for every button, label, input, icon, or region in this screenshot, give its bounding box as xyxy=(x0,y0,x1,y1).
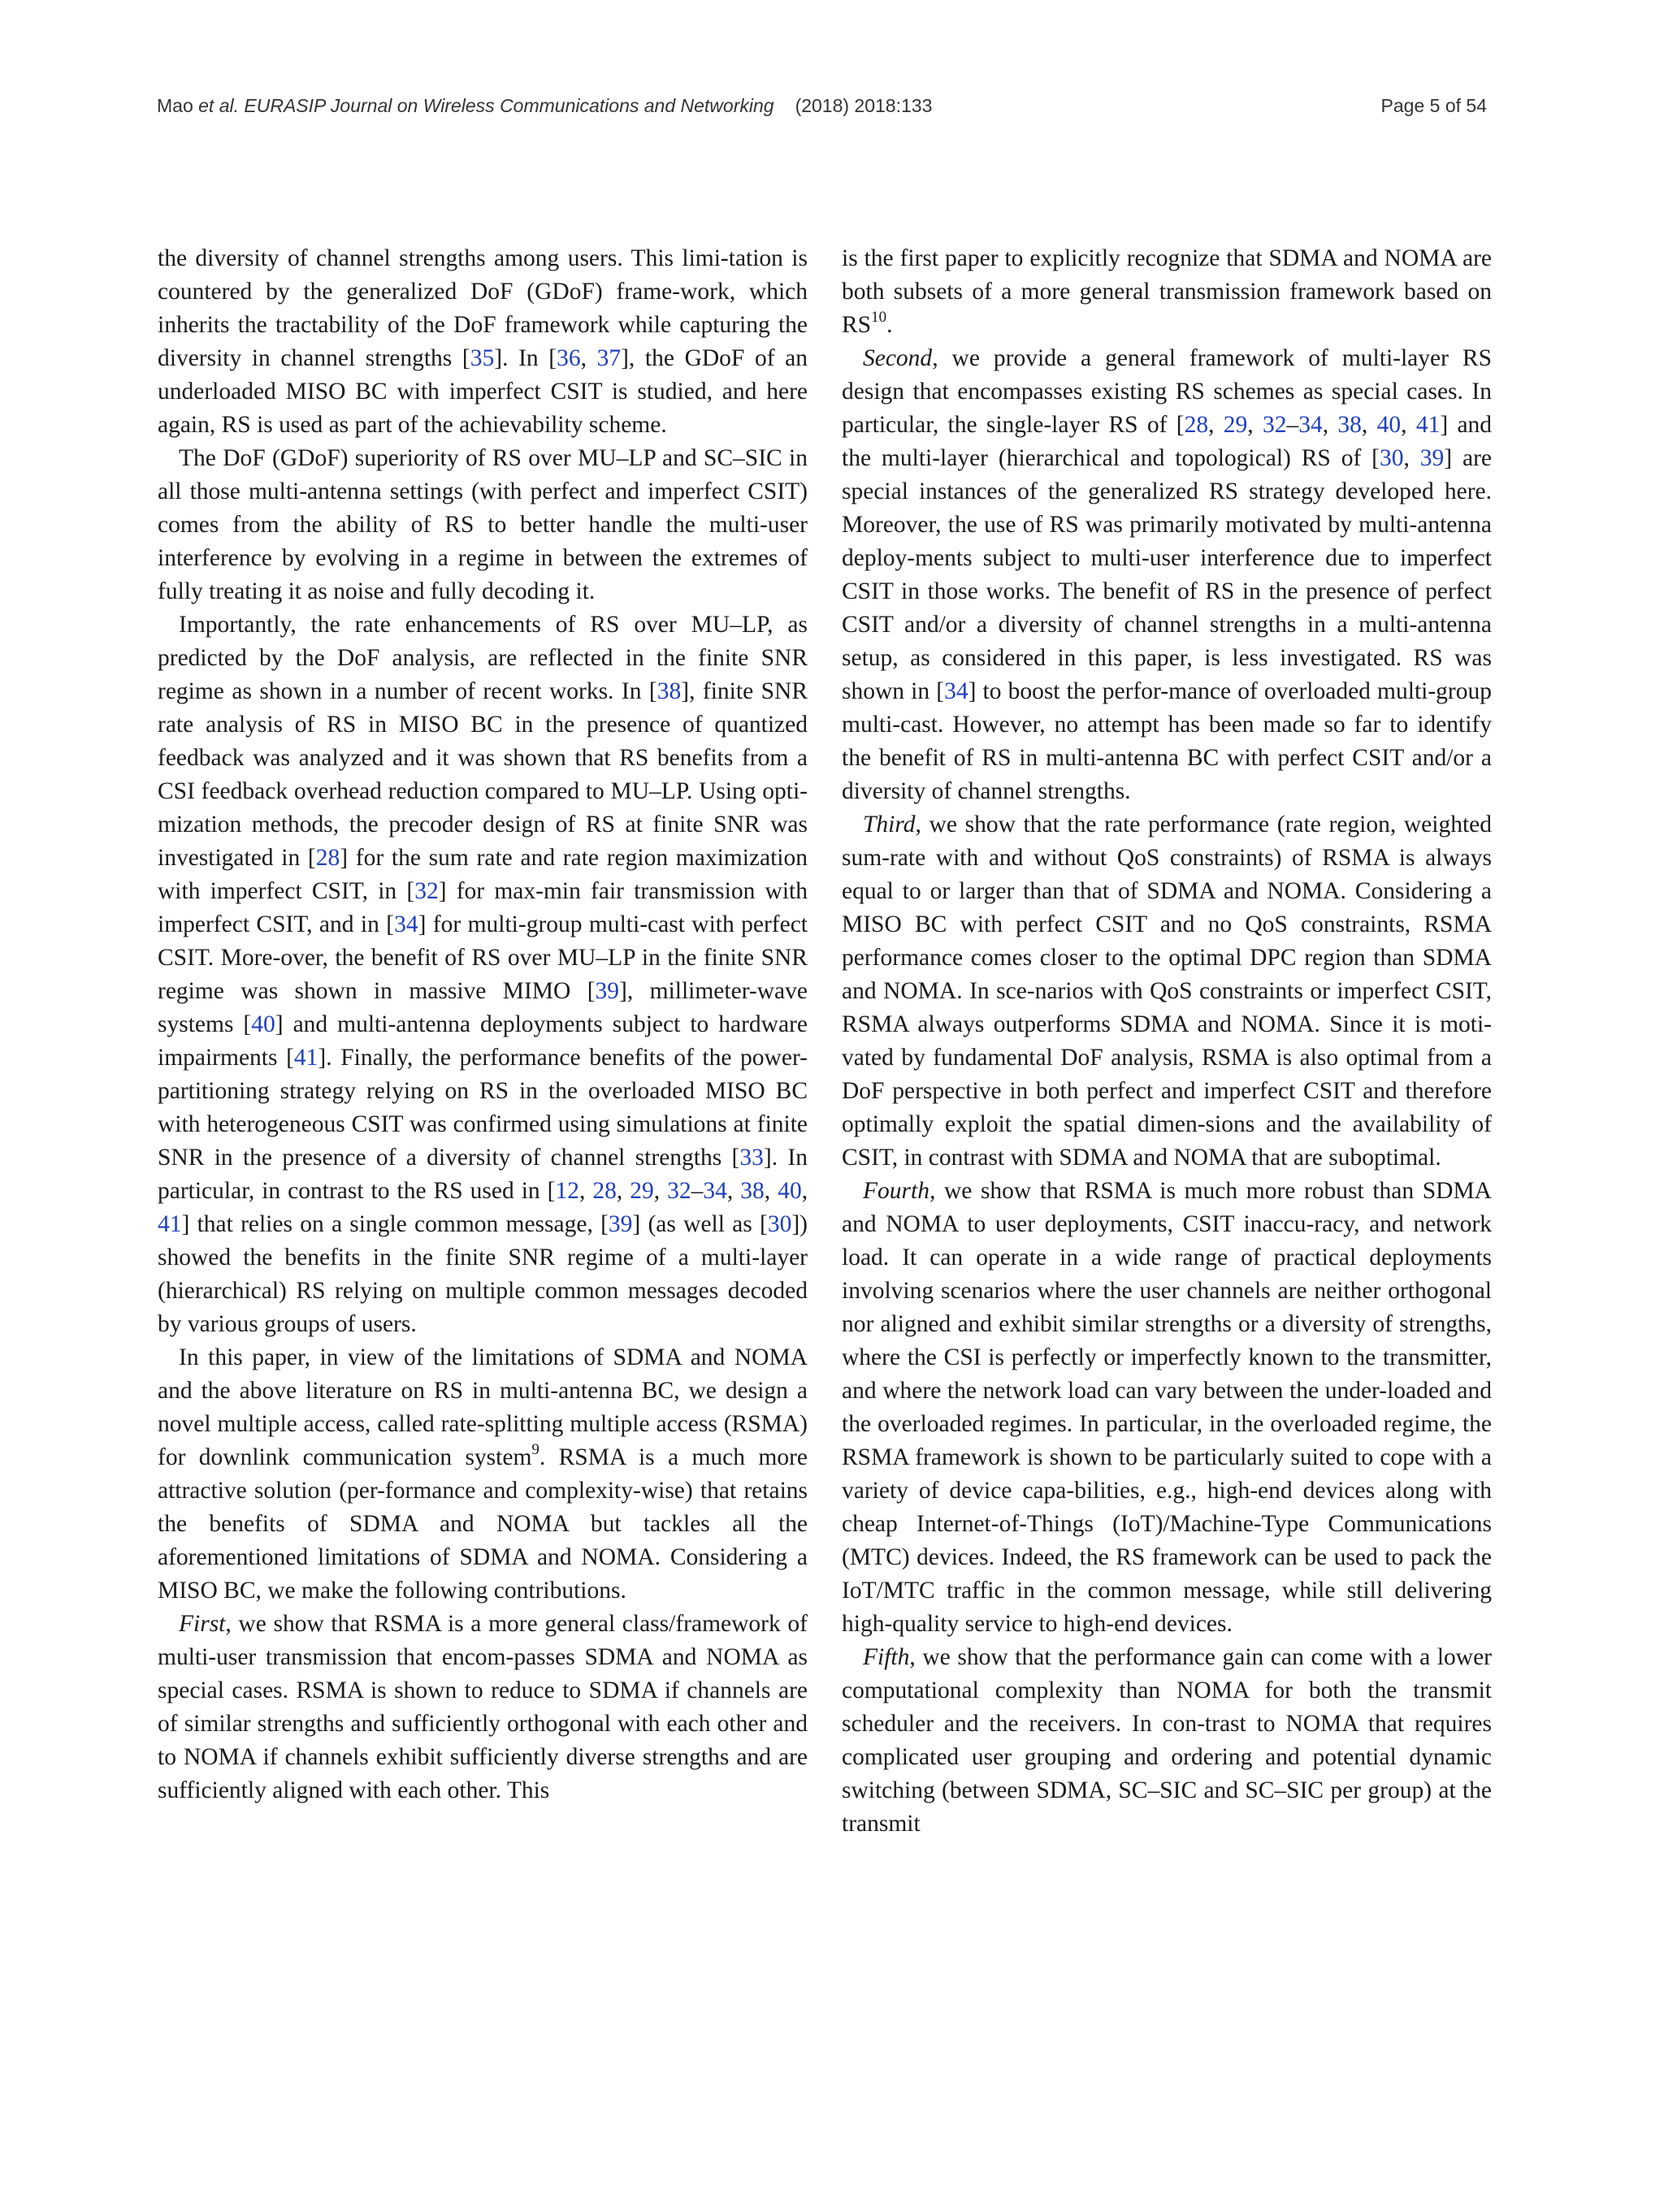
citation-link-41[interactable]: 41 xyxy=(158,1211,182,1237)
running-header xyxy=(157,92,1487,119)
citation-link-28[interactable]: 28 xyxy=(592,1178,617,1204)
header-citation: (2018) 2018:133 xyxy=(795,94,933,116)
right-column xyxy=(842,242,1492,1841)
citation-link-28[interactable]: 28 xyxy=(315,845,340,871)
paragraph-rate-enhancements: Importantly, the rate enhancements of RS over MU–LP, as predicted by the DoF analysis, are reflected in the finite SNR regime as shown in a number of recent works. In [38], finite SNR rate analysis of RS in MISO BC in the presence of quantized feedback was analyzed and it was shown that RS benefits from a CSI feedback overhead reduction compared to MU–LP. Using opti-mization methods, the precoder design of RS at finite SNR was investigated in [28] for the sum rate and rate region maximization with imperfect CSIT, in [32] for max-min fair transmission with imperfect CSIT, and in [34] for multi-group multi-cast with perfect CSIT. More-over, the benefit of RS over MU–LP in the finite SNR regime was shown in massive MIMO [39], millimeter-wave systems [40] and multi-antenna deployments subject to hardware impairments [41]. Finally, the performance benefits of the power-partitioning strategy relying on RS in the overloaded MISO BC with heterogeneous CSIT was confirmed using simulations at finite SNR in the presence of a diversity of channel strengths [33]. In particular, in contrast to the RS used in [12, 28, 29, 32–34, 38, 40, 41] that relies on a single common message, [39] (as well as [30]) showed the benefits in the finite SNR regime of a multi-layer (hierarchical) RS relying on multiple common messages decoded by various groups of users. xyxy=(158,612,808,1337)
citation-link-34[interactable]: 34 xyxy=(703,1178,727,1204)
left-column xyxy=(158,242,808,1807)
page-number: Page 5 of 54 xyxy=(1380,94,1487,116)
citation-link-40[interactable]: 40 xyxy=(251,1011,275,1037)
paragraph-third-contribution: Third, we show that the rate performance (rate region, weighted sum-rate with and without QoS constraints) of RSMA is always equal to or larger than that of SDMA and NOMA. Considering a MISO BC with perfect CSIT and no QoS constraints, RSMA performance comes closer to the optimal DPC region than SDMA and NOMA. In sce-narios with QoS constraints or imperfect CSIT, RSMA always outperforms SDMA and NOMA. Since it is moti-vated by fundamental DoF analysis, RSMA is also optimal from a DoF perspective in both perfect and imperfect CSIT and therefore optimally exploit the spatial dimen-sions and the availability of CSIT, in contrast with SDMA and NOMA that are suboptimal. xyxy=(842,812,1492,1171)
paragraph-first-contribution: First, we show that RSMA is a more general class/framework of multi-user transmission that encom-passes SDMA and NOMA as special cases. RSMA is shown to reduce to SDMA if channels are of similar strengths and sufficiently orthogonal with each other and to NOMA if channels exhibit sufficiently diverse strengths and are sufficiently aligned with each other. This xyxy=(158,1611,808,1803)
citation-link-33[interactable]: 33 xyxy=(739,1145,764,1171)
footnote-marker-9[interactable]: 9 xyxy=(531,1441,540,1459)
citation-link-34[interactable]: 34 xyxy=(1298,412,1323,438)
citation-link-35[interactable]: 35 xyxy=(470,345,495,371)
citation-link-34[interactable]: 34 xyxy=(944,678,968,704)
citation-link-41[interactable]: 41 xyxy=(293,1045,318,1071)
citation-link-32[interactable]: 32 xyxy=(414,878,439,904)
paragraph-dof-superiority: The DoF (GDoF) superiority of RS over MU–LP and SC–SIC in all those multi-antenna settings (with perfect and imperfect CSIT) comes from the ability of RS to better handle the multi-user interference by evolving in a regime in between the extremes of fully treating it as noise and fully decoding it. xyxy=(158,445,808,604)
citation-link-36[interactable]: 36 xyxy=(557,345,581,371)
citation-link-34[interactable]: 34 xyxy=(394,911,418,937)
citation-link-29[interactable]: 29 xyxy=(1223,412,1248,438)
citation-link-38[interactable]: 38 xyxy=(1337,412,1362,438)
citation-link-28[interactable]: 28 xyxy=(1184,412,1209,438)
paragraph-fifth-contribution: Fifth, we show that the performance gain can come with a lower computational complexity than NOMA for both the transmit scheduler and the receivers. In con-trast to NOMA that requires complicated user grouping and ordering and potential dynamic switching (between SDMA, SC–SIC and SC–SIC per group) at the transmit xyxy=(842,1644,1492,1837)
citation-link-38[interactable]: 38 xyxy=(740,1178,765,1204)
citation-link-40[interactable]: 40 xyxy=(778,1178,802,1204)
paragraph-second-contribution: Second, we provide a general framework of multi-layer RS design that encompasses existing RS schemes as special cases. In particular, the single-layer RS of [28, 29, 32–34, 38, 40, 41] and the multi-layer (hierarchical and topological) RS of [30, 39] are special instances of the generalized RS strategy developed here. Moreover, the use of RS was primarily motivated by multi-antenna deploy-ments subject to multi-user interference due to imperfect CSIT in those works. The benefit of RS in the presence of perfect CSIT and/or a diversity of channel strengths in a multi-antenna setup, as considered in this paper, is less investigated. RS was shown in [34] to boost the perfor-mance of overloaded multi-group multi-cast. However, no attempt has been made so far to identify the benefit of RS in multi-antenna BC with perfect CSIT and/or a diversity of channel strengths. xyxy=(842,345,1493,804)
paragraph-this-paper: In this paper, in view of the limitations of SDMA and NOMA and the above literature on RS in multi-antenna BC, we design a novel multiple access, called rate-splitting multiple access (RSMA) for downlink communication system$^9$. RSMA is a much more attractive solution (per-formance and complexity-wise) that retains the benefits of SDMA and NOMA but tackles all the aforementioned limitations of SDMA and NOMA. Considering a MISO BC, we make the following contributions. xyxy=(158,1344,808,1604)
citation-link-32[interactable]: 32 xyxy=(667,1178,691,1204)
citation-link-39[interactable]: 39 xyxy=(608,1211,633,1237)
citation-link-30[interactable]: 30 xyxy=(1380,445,1404,471)
citation-link-29[interactable]: 29 xyxy=(630,1178,654,1204)
header-author: Mao et al. EURASIP Journal on Wireless Communications and Networking xyxy=(157,94,774,116)
paragraph-first-continued: is the first paper to explicitly recognize that SDMA and NOMA are both subsets of a more general transmission framework based on RS$^{10}$. xyxy=(842,245,1492,338)
citation-link-37[interactable]: 37 xyxy=(596,345,622,371)
paragraph-fourth-contribution: Fourth, we show that RSMA is much more robust than SDMA and NOMA to user deployments, CSIT inaccu-racy, and network load. It can operate in a wide range of practical deployments involving scenarios where the user channels are neither orthogonal nor aligned and exhibit similar strengths or a diversity of strengths, where the CSI is perfectly or imperfectly known to the transmitter, and where the network load can vary between the under-loaded and the overloaded regimes. In particular, in the overloaded regime, the RSMA framework is shown to be particularly suited to cope with a variety of device capa-bilities, e.g., high-end devices along with cheap Internet-of-Things (IoT)/Machine-Type Communications (MTC) devices. Indeed, the RS framework can be used to pack the IoT/MTC traffic in the common message, while still delivering high-quality service to high-end devices. xyxy=(842,1178,1492,1637)
footnote-marker-10[interactable]: 10 xyxy=(871,309,887,327)
citation-link-38[interactable]: 38 xyxy=(656,678,682,704)
citation-link-12[interactable]: 12 xyxy=(555,1178,579,1204)
citation-link-39[interactable]: 39 xyxy=(595,978,620,1004)
citation-link-32[interactable]: 32 xyxy=(1262,412,1287,438)
citation-link-41[interactable]: 41 xyxy=(1415,412,1441,438)
citation-link-39[interactable]: 39 xyxy=(1419,445,1445,471)
paragraph-gdof: the diversity of channel strengths among users. This limi-tation is countered by the generalized DoF (GDoF) frame-work, which inherits the tractability of the DoF framework while capturing the diversity in channel strengths [35]. In [36, 37], the GDoF of an underloaded MISO BC with imperfect CSIT is studied, and here again, RS is used as part of the achievability scheme. xyxy=(158,245,808,438)
citation-link-30[interactable]: 30 xyxy=(767,1211,792,1237)
citation-link-40[interactable]: 40 xyxy=(1376,412,1402,438)
